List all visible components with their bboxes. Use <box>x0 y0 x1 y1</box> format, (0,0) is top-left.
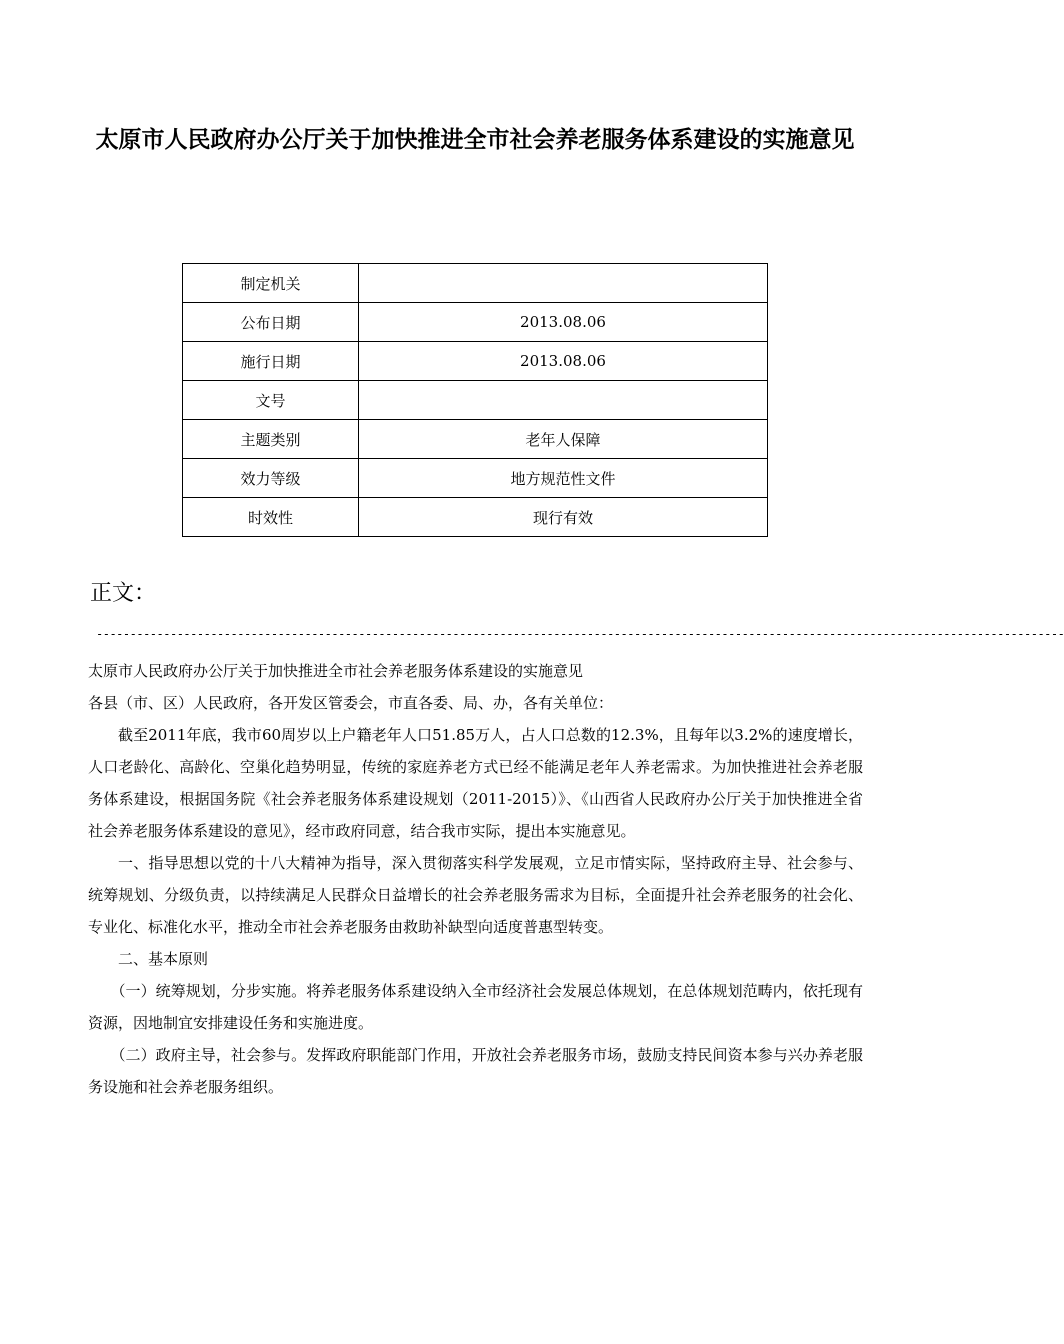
meta-value-issuer <box>359 264 768 303</box>
body-paragraph-principle-1: （一）统筹规划，分步实施。将养老服务体系建设纳入全市经济社会发展总体规划，在总体规划范畴内，依托现有资源，因地制宜安排建设任务和实施进度。 <box>88 982 863 1032</box>
meta-value-publish-date: 2013.08.06 <box>359 303 768 342</box>
meta-value-legal-level: 地方规范性文件 <box>359 459 768 498</box>
table-row <box>183 498 768 537</box>
meta-label-topic: 主题类别 <box>183 420 359 459</box>
metadata-table <box>182 263 768 537</box>
meta-label-validity: 时效性 <box>183 498 359 537</box>
body-paragraph-title: 太原市人民政府办公厅关于加快推进全市社会养老服务体系建设的实施意见 <box>88 662 584 680</box>
meta-label-publish-date: 公布日期 <box>183 303 359 342</box>
meta-label-effective-date: 施行日期 <box>183 342 359 381</box>
table-row <box>183 381 768 420</box>
body-paragraph-basic-principles: 二、基本原则 <box>118 950 209 968</box>
separator-line: ------------------------------------------------------------------------------------------------------------------------------------------------ <box>96 627 1064 641</box>
meta-label-legal-level: 效力等级 <box>183 459 359 498</box>
table-row <box>183 420 768 459</box>
body-paragraph-guiding-ideology: 一、指导思想以党的十八大精神为指导，深入贯彻落实科学发展观，立足市情实际，坚持政府主导、社会参与、统筹规划、分级负责，以持续满足人民群众日益增长的社会养老服务需求为目标，全面提升社会养老服务的社会化、专业化、标准化水平，推动全市社会养老服务由救助补缺型向适度普惠型转变。 <box>88 854 863 936</box>
body-heading: 正文： <box>90 581 157 606</box>
meta-label-issuer: 制定机关 <box>183 264 359 303</box>
document-body <box>88 655 863 1103</box>
table-row <box>183 342 768 381</box>
page-title: 太原市人民政府办公厅关于加快推进全市社会养老服务体系建设的实施意见 <box>95 127 855 153</box>
body-paragraph-intro: 截至2011年底，我市60周岁以上户籍老年人口51.85万人，占人口总数的12.3%，且每年以3.2%的速度增长，人口老龄化、高龄化、空巢化趋势明显，传统的家庭养老方式已经不能满足老年人养老需求。为加快推进社会养老服务体系建设，根据国务院《社会养老服务体系建设规划（2011-2015）》、《山西省人民政府办公厅关于加快推进全省社会养老服务体系建设的意见》，经市政府同意，结合我市实际，提出本实施意见。 <box>88 726 863 840</box>
table-row <box>183 303 768 342</box>
meta-value-validity: 现行有效 <box>359 498 768 537</box>
meta-label-doc-number: 文号 <box>183 381 359 420</box>
meta-value-topic: 老年人保障 <box>359 420 768 459</box>
meta-value-effective-date: 2013.08.06 <box>359 342 768 381</box>
body-paragraph-principle-2: （二）政府主导，社会参与。发挥政府职能部门作用，开放社会养老服务市场，鼓励支持民间资本参与兴办养老服务设施和社会养老服务组织。 <box>88 1046 863 1096</box>
table-row <box>183 264 768 303</box>
meta-value-doc-number <box>359 381 768 420</box>
table-row <box>183 459 768 498</box>
body-paragraph-salutation: 各县（市、区）人民政府，各开发区管委会，市直各委、局、办，各有关单位： <box>88 694 614 712</box>
